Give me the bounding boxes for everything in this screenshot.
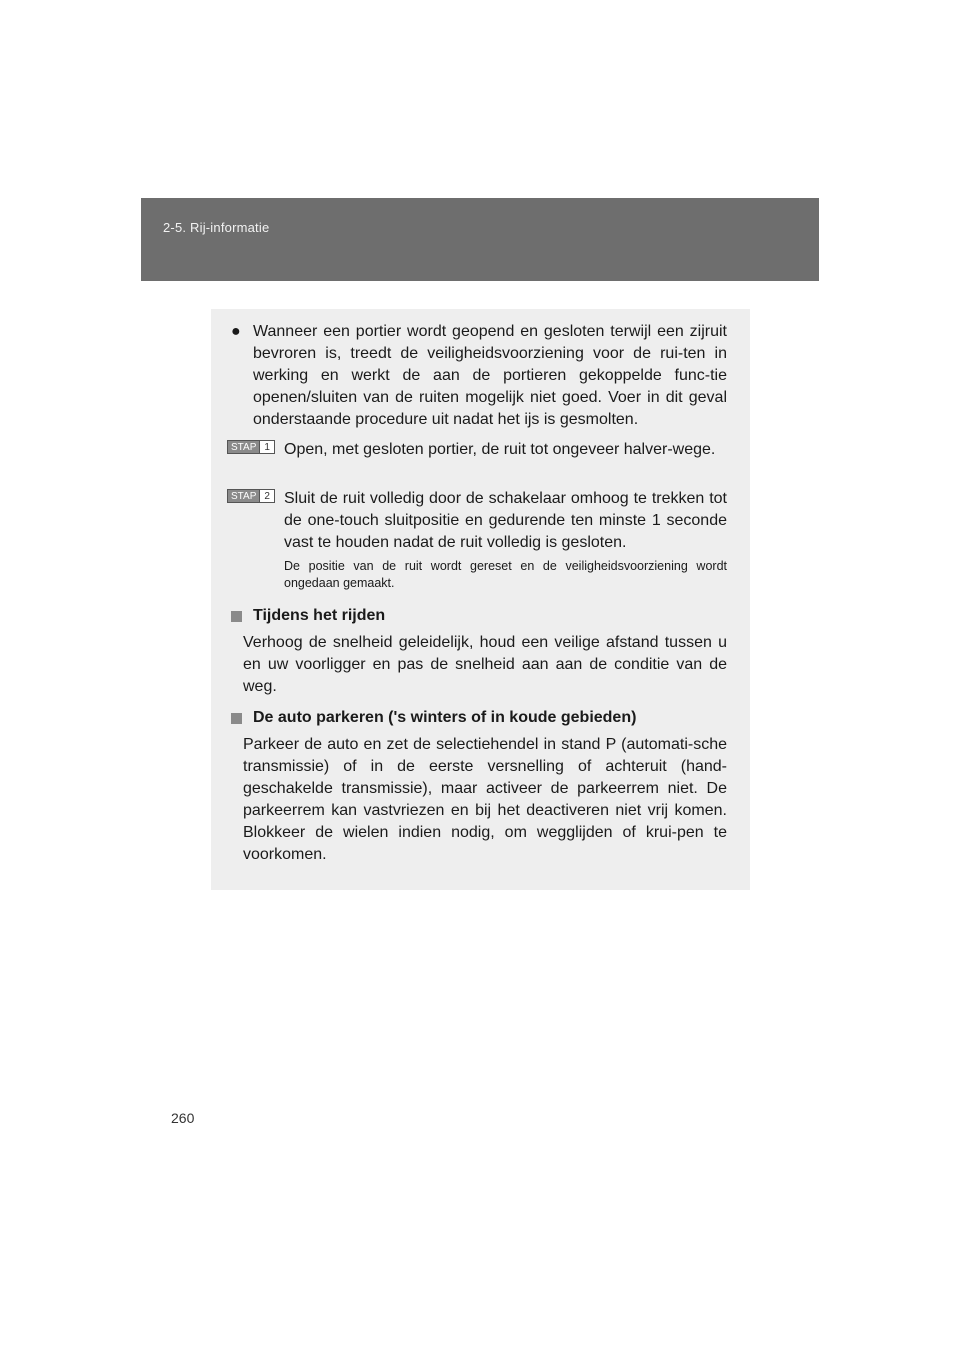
step-1-text: Open, met gesloten portier, de ruit tot ongeveer halver-wege. [284,441,716,458]
bullet-dot-icon: ● [231,323,241,340]
step-note: De positie van de ruit wordt gereset en de veiligheidsvoorziening wordt ongedaan gemaakt. [284,559,727,590]
section-heading-driving: Tijdens het rijden [253,607,386,624]
bullet-paragraph: Wanneer een portier wordt geopend en gesloten terwijl een zijruit bevroren is, treedt de veiligheidsvoorziening voor de rui-ten in werking en werkt de aan de portieren gekoppelde func-tie openen/sluiten van de ruiten mogelijk niet goed. Voer in dit geval onderstaande procedure uit nadat het ijs is gesmolten. [253,323,727,428]
section-title: 2-5. Rij-informatie [163,220,270,235]
step-2-text: Sluit de ruit volledig door de schakelaar omhoog te trekken tot de one-touch sluitpositie en gedurende ten minste 1 seconde vast te houden nadat de ruit volledig is gesloten. [284,490,727,551]
section-heading-parking: De auto parkeren ('s winters of in koude gebieden) [253,709,637,726]
square-bullet-icon [231,611,242,622]
step-2-badge: STAP 2 [227,489,275,503]
section-header [141,198,819,281]
note-box [211,309,750,890]
section-text-driving: Verhoog de snelheid geleidelijk, houd een veilige afstand tussen u en uw voorligger en pas de snelheid aan aan de conditie van de weg. [243,634,727,695]
step-1-badge: STAP 1 [227,440,275,454]
section-text-parking: Parkeer de auto en zet de selectiehendel in stand P (automati-sche transmissie) of in de eerste versnelling of achteruit (hand-geschakelde transmissie), maar activeer de parkeerrem niet. De parkeerrem kan vastvriezen en bij het deactiveren niet vrij komen. Blokkeer de wielen indien nodig, om wegglijden of krui-pen te voorkomen. [243,736,727,863]
square-bullet-icon [231,713,242,724]
page-number: 260 [171,1110,195,1126]
